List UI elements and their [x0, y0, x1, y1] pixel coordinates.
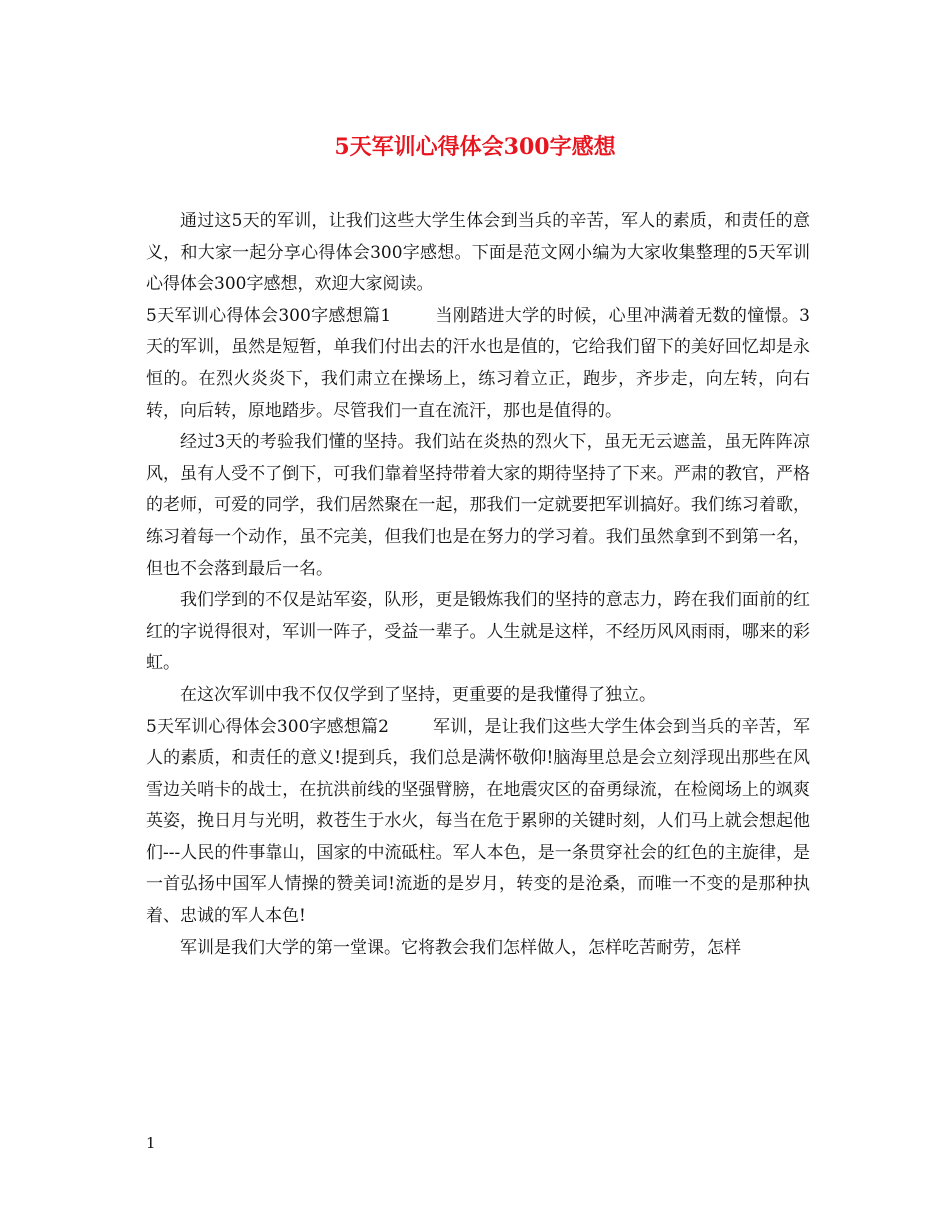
body-paragraph-3: 我们学到的不仅是站军姿，队形，更是锻炼我们的坚持的意志力，跨在我们面前的红红的字说得很对，军训一阵子，受益一辈子。人生就是这样，不经历风风雨雨，哪来的彩虹。	[146, 590, 810, 674]
intro-paragraph: 通过这5天的军训，让我们这些大学生体会到当兵的辛苦，军人的素质，和责任的意义，和大家一起分享心得体会300字感想。下面是范文网小编为大家收集整理的5天军训心得体会300字感想，欢迎大家阅读。	[146, 211, 810, 295]
document-title: 5天军训心得体会300字感想	[334, 134, 616, 160]
section-1-text: 当刚踏进大学的时候，心里冲满着无数的憧憬。3天的军训，虽然是短暂，单我们付出去的汗水也是值的，它给我们留下的美好回忆却是永恒的。在烈火炎炎下，我们肃立在操场上，练习着立正，跑步，齐步走，向左转，向右转，向后转，原地踏步。尽管我们一直在流汗，那也是值得的。	[146, 305, 810, 421]
section-2-paragraph	[146, 712, 810, 933]
section-2-text: 军训，是让我们这些大学生体会到当兵的辛苦，军人的素质，和责任的意义!提到兵，我们总是满怀敬仰!脑海里总是会立刻浮现出那些在风雪边关哨卡的战士，在抗洪前线的坚强臂膀，在地震灾区的奋勇绿流，在检阅场上的飒爽英姿，挽日月与光明，救苍生于水火，每当在危于累卵的关键时刻，人们马上就会想起他们---人民的件事靠山，国家的中流砥柱。军人本色，是一条贯穿社会的红色的主旋律，是一首弘扬中国军人情操的赞美词!流逝的是岁月，转变的是沧桑，而唯一不变的是那种执着、忠诚的军人本色!	[146, 716, 810, 927]
section-1-heading: 5天军训心得体会300字感想篇1	[146, 305, 392, 326]
page-number: 1	[146, 1134, 156, 1152]
body-paragraph-4: 在这次军训中我不仅仅学到了坚持，更重要的是我懂得了独立。	[180, 684, 656, 705]
section-2-heading: 5天军训心得体会300字感想篇2	[146, 716, 389, 737]
section-1-paragraph	[146, 301, 810, 427]
body-paragraph-2: 经过3天的考验我们懂的坚持。我们站在炎热的烈火下，虽无无云遮盖，虽无阵阵凉风，虽有人受不了倒下，可我们靠着坚持带着大家的期待坚持了下来。严肃的教官，严格的老师，可爱的同学，我们居然聚在一起，那我们一定就要把军训搞好。我们练习着歌，练习着每一个动作，虽不完美，但我们也是在努力的学习着。我们虽然拿到不到第一名，但也不会落到最后一名。	[146, 432, 810, 579]
document-body	[146, 206, 810, 964]
body-paragraph-5: 军训是我们大学的第一堂课。它将教会我们怎样做人，怎样吃苦耐劳，怎样	[180, 937, 741, 958]
